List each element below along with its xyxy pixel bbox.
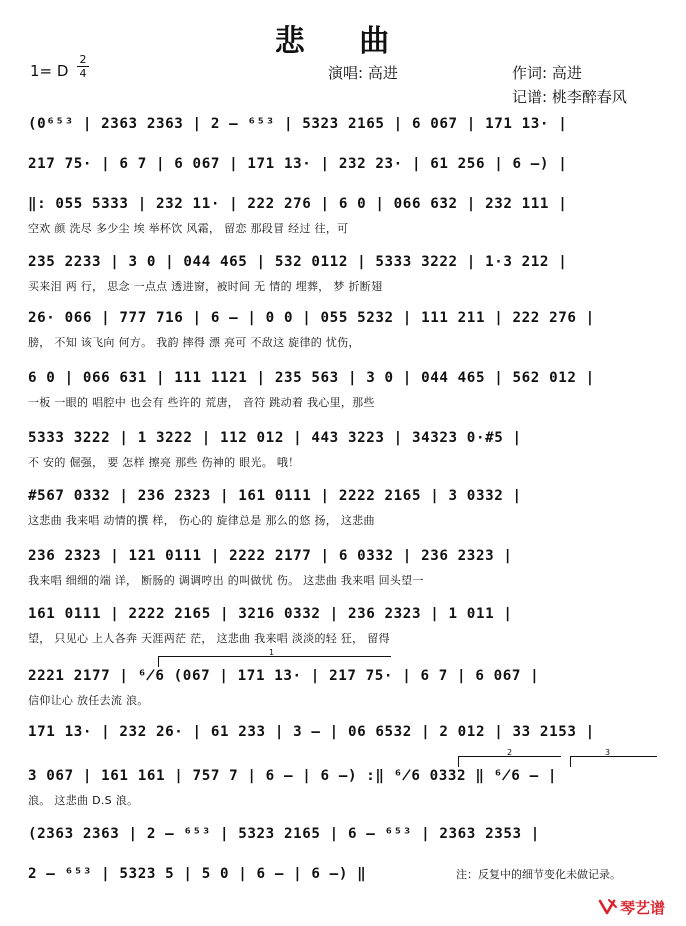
brand-logo-icon <box>598 897 618 917</box>
footnote: 注：反复中的细节变化未做记录。 <box>456 868 621 881</box>
lyric-line: 望， 只见心 上人各奔 天涯两茫 茫， 这悲曲 我来唱 淡淡的轻 狂， 留得 <box>28 632 390 645</box>
brand-name: 琴艺谱 <box>620 898 666 917</box>
notation-line: (0⁶⁵³ | 2363 2363 | 2 – ⁶⁵³ | 5323 2165 | 6 067 | 171 13· | <box>28 116 568 132</box>
lyricist-credit: 作词: 高进 <box>512 64 582 82</box>
volta-first <box>158 648 391 667</box>
notation-line: 26· 066 | 777 716 | 6 – | 0 0 | 055 5232 | 111 211 | 222 276 | <box>28 310 595 326</box>
lyric-line: 不 安的 倔强， 要 怎样 擦亮 那些 伤神的 眼光。 哦！ <box>28 456 300 469</box>
notation-line: 217 75· | 6 7 | 6 067 | 171 13· | 232 23· | 61 256 | 6 –) | <box>28 156 568 172</box>
notation-line: #567 0332 | 236 2323 | 161 0111 | 2222 2165 | 3 0332 | <box>28 488 522 504</box>
notation-line: 236 2323 | 121 0111 | 2222 2177 | 6 0332 | 236 2323 | <box>28 548 513 564</box>
time-signature-top: 2 <box>79 53 87 66</box>
lyric-line: 膀， 不知 该飞向 何方。 我韵 摔得 漂 亮可 不敌这 旋律的 忧伤， <box>28 336 360 349</box>
notation-line: 3 067 | 161 161 | 757 7 | 6 – | 6 –) :‖ ⁶̸6 0332 ‖ ⁶̸6 – | <box>28 768 558 784</box>
notation-line: 5333 3222 | 1 3222 | 112 012 | 443 3223 | 34323 0·#5 | <box>28 430 522 446</box>
lyric-line: 这悲曲 我来唱 动情的撰 样， 伤心的 旋律总是 那么的悠 扬， 这悲曲 <box>28 514 375 527</box>
singer-credit: 演唱: 高进 <box>328 64 398 82</box>
notation-line: 2221 2177 | ⁶̸6 (067 | 171 13· | 217 75· | 6 7 | 6 067 | <box>28 668 540 684</box>
notation-line: (2363 2363 | 2 – ⁶⁵³ | 5323 2165 | 6 – ⁶⁵³ | 2363 2353 | <box>28 826 540 842</box>
volta-number: 1 <box>269 648 275 657</box>
time-signature-bottom: 4 <box>79 67 87 80</box>
notation-line: 171 13· | 232 26· | 61 233 | 3 – | 06 6532 | 2 012 | 33 2153 | <box>28 724 595 740</box>
volta-third <box>570 748 657 767</box>
lyric-line: 浪。 这悲曲 D.S 浪。 <box>28 794 139 807</box>
lyric-line: 我来唱 细细的端 详， 断肠的 调调哼出 的叫做忧 伤。 这悲曲 我来唱 回头望一 <box>28 574 424 587</box>
page-title: 悲 曲 <box>274 24 412 59</box>
key-signature: 1= D <box>30 62 69 80</box>
notation-line: 6 0 | 066 631 | 111 1121 | 235 563 | 3 0 | 044 465 | 562 012 | <box>28 370 595 386</box>
notation-line: 161 0111 | 2222 2165 | 3216 0332 | 236 2323 | 1 011 | <box>28 606 513 622</box>
lyric-line: 一板 一眼的 唱腔中 也会有 些许的 荒唐， 音符 跳动着 我心里，那些 <box>28 396 375 409</box>
lyric-line: 空欢 颜 洗尽 多少尘 埃 举杯饮 风霜， 留恋 那段冒 经过 往，可 <box>28 222 349 235</box>
volta-second <box>458 748 561 767</box>
notation-line: 235 2233 | 3 0 | 044 465 | 532 0112 | 5333 3222 | 1·3 212 | <box>28 254 568 270</box>
notator-credit: 记谱: 桃李醉春风 <box>512 88 627 106</box>
brand-logo <box>598 896 665 918</box>
time-signature <box>77 54 89 79</box>
volta-number: 3 <box>605 748 611 757</box>
lyric-line: 买来泪 两 行， 思念 一点点 透进窗，被时间 无 情的 埋葬， 梦 折断翅 <box>28 280 383 293</box>
notation-line: ‖: 055 5333 | 232 11· | 222 276 | 6 0 | 066 632 | 232 111 | <box>28 196 568 212</box>
notation-line: 2 – ⁶⁵³ | 5323 5 | 5 0 | 6 – | 6 –) ‖ <box>28 866 367 882</box>
volta-number: 2 <box>507 748 513 757</box>
lyric-line: 信仰让心 放任去流 浪。 <box>28 694 149 707</box>
